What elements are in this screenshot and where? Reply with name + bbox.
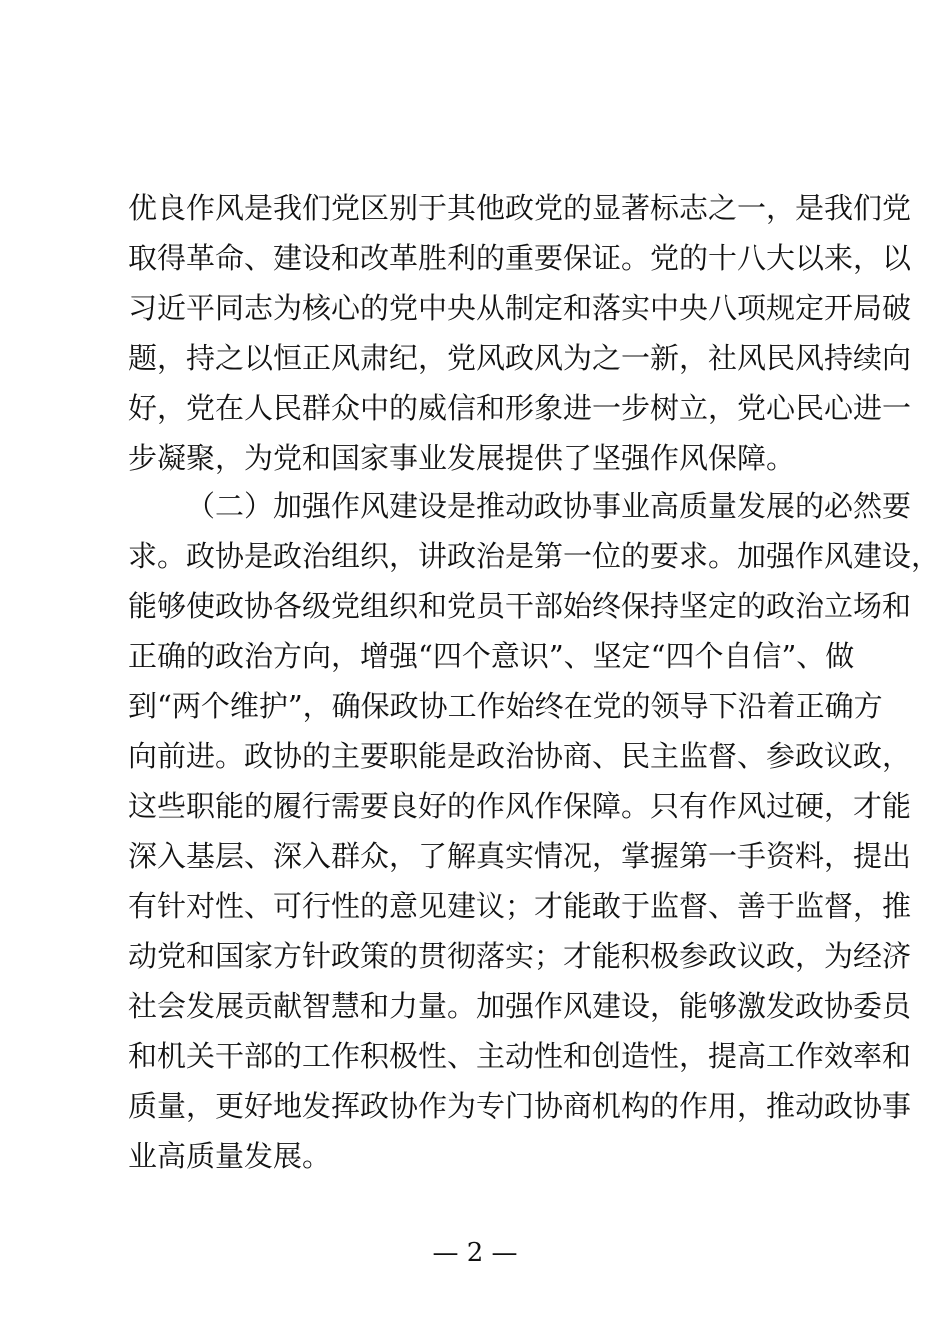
paragraph-2-line-11: 社会发展贡献智慧和力量。加强作风建设，能够激发政协委员: [128, 989, 912, 1023]
paragraph-2-line-3: 能够使政协各级党组织和党员干部始终保持坚定的政治立场和: [128, 589, 912, 623]
paragraph-2-line-14: 业高质量发展。: [128, 1139, 332, 1173]
paragraph-1-line-4: 题，持之以恒正风肃纪，党风政风为之一新，社风民风持续向: [128, 341, 912, 375]
paragraph-2-line-8: 深入基层、深入群众，了解真实情况，掌握第一手资料，提出: [128, 839, 912, 873]
paragraph-2-line-1: （二）加强作风建设是推动政协事业高质量发展的必然要: [186, 489, 912, 523]
paragraph-2-line-13: 质量，更好地发挥政协作为专门协商机构的作用，推动政协事: [128, 1089, 912, 1123]
paragraph-1-line-3: 习近平同志为核心的党中央从制定和落实中央八项规定开局破: [128, 291, 912, 325]
paragraph-2-line-9: 有针对性、可行性的意见建议；才能敢于监督、善于监督，推: [128, 889, 912, 923]
paragraph-2-line-2: 求。政协是政治组织，讲政治是第一位的要求。加强作风建设，: [128, 539, 941, 573]
paragraph-2-line-5: 到“两个维护”，确保政协工作始终在党的领导下沿着正确方: [128, 689, 883, 723]
page-number: — 2 —: [432, 1238, 518, 1268]
paragraph-2-line-6: 向前进。政协的主要职能是政治协商、民主监督、参政议政，: [128, 739, 912, 773]
paragraph-1-line-6: 步凝聚，为党和国家事业发展提供了坚强作风保障。: [128, 441, 796, 475]
paragraph-2-line-7: 这些职能的履行需要良好的作风作保障。只有作风过硬，才能: [128, 789, 912, 823]
paragraph-1-line-5: 好，党在人民群众中的威信和形象进一步树立，党心民心进一: [128, 391, 912, 425]
paragraph-2-line-12: 和机关干部的工作积极性、主动性和创造性，提高工作效率和: [128, 1039, 912, 1073]
paragraph-2-line-4: 正确的政治方向，增强“四个意识”、坚定“四个自信”、做: [128, 639, 855, 673]
paragraph-2-line-10: 动党和国家方针政策的贯彻落实；才能积极参政议政，为经济: [128, 939, 912, 973]
paragraph-1-line-1: 优良作风是我们党区别于其他政党的显著标志之一，是我们党: [128, 191, 912, 225]
paragraph-1-line-2: 取得革命、建设和改革胜利的重要保证。党的十八大以来，以: [128, 241, 912, 275]
